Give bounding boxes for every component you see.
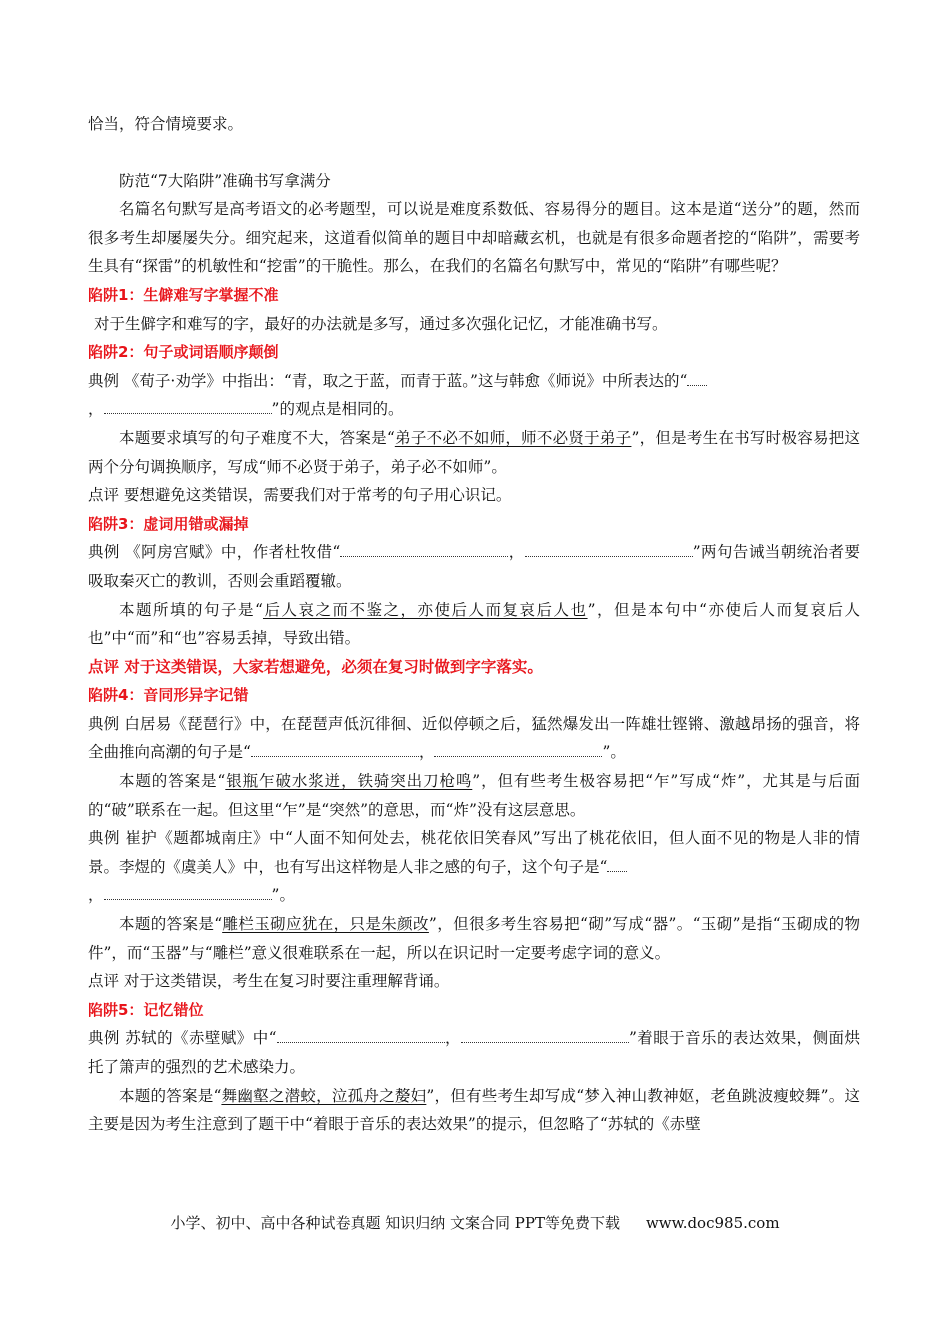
fill-blank-9[interactable] [277,1026,445,1043]
trap-2-comment: 点评 要想避免这类错误，需要我们对于常考的句子用心识记。 [88,486,512,505]
trap-5-example [88,1024,860,1081]
trap-5-answer [88,1082,860,1139]
carryover-line: 恰当，符合情境要求。 [88,115,244,133]
answer-prefix: 本题的答案是“ [119,772,226,791]
answer-prefix: 本题要求填写的句子难度不大，答案是“ [119,428,395,447]
fill-blank-4[interactable] [525,540,693,557]
trap-4-example-1-end: ”。 [602,743,626,762]
fill-blank-8[interactable] [104,883,272,900]
fill-blank-3[interactable] [340,540,508,557]
trap-4-answer-2 [88,910,860,967]
comma: ， [444,1029,461,1048]
trap-3-example-text: 典例 《阿房宫赋》中，作者杜牧借“ [88,543,341,562]
comma: ， [88,400,104,419]
footer-link[interactable]: www.doc985.com [645,1214,780,1232]
answer-suffix: ”，但是本句中“亦使后人而复哀后人也”中“而”和“也”容易丢掉，导致出错。 [88,600,860,648]
fill-blank-1[interactable] [687,369,707,386]
trap-3-answer [88,596,860,653]
answer-text: 弟子不必不如师，师不必贤于弟子 [394,428,632,447]
intro-paragraph: 名篇名句默写是高考语文的必考题型，可以说是难度系数低、容易得分的题目。这本是道“送分”的题，然而很多考生却屡屡失分。细究起来，这道看似简单的题目中却暗藏玄机，也就是有很多命题者挖的“陷阱”，需要考生具有“探雷”的机敏性和“挖雷”的干脆性。那么，在我们的名篇名句默写中，常见的“陷阱”有哪些呢？ [88,200,860,276]
fill-blank-7[interactable] [607,855,627,872]
trap-4-example-2-end: ”。 [271,886,295,905]
document-body [88,110,860,1139]
answer-text: 雕栏玉砌应犹在，只是朱颜改 [222,915,429,934]
trap-5-example-text: 典例 苏轼的《赤壁赋》中“ [88,1029,277,1048]
trap-3-heading: 陷阱3：虚词用错或漏掉 [88,514,249,533]
answer-text: 舞幽壑之潜蛟，泣孤舟之嫠妇 [221,1086,427,1105]
trap-4-answer-1 [88,767,860,824]
footer-text: 小学、初中、高中各种试卷真题 知识归纳 文案合同 PPT等免费下载 [170,1214,620,1232]
trap-4-example-1-text: 典例 白居易《琵琶行》中，在琵琶声低沉徘徊、近似停顿之后，猛然爆发出一阵雄壮铿锵、激越昂扬的强音，将全曲推向高潮的句子是“ [88,714,860,762]
answer-text: 后人哀之而不鉴之，亦使后人而复哀后人也 [262,600,588,619]
fill-blank-2[interactable] [104,397,272,414]
answer-suffix: ”，但很多考生容易把“砌”写成“器”。“玉砌”是指“玉砌成的物件”，而“玉器”与“雕栏”意义很难联系在一起，所以在识记时一定要考虑字词的意义。 [88,915,860,962]
answer-prefix: 本题所填的句子是“ [119,600,263,619]
answer-suffix: ”，但是考生在书写时极容易把这两个分句调换顺序，写成“师不必贤于弟子，弟子必不如师”。 [88,428,860,476]
answer-suffix: ”，但有些考生极容易把“乍”写成“炸”，尤其是与后面的“破”联系在一起。但这里“乍”是“突然”的意思，而“炸”没有这层意思。 [88,772,860,819]
trap-2-heading: 陷阱2：句子或词语顺序颠倒 [88,343,279,362]
answer-suffix: ”，但有些考生却写成“梦入神山教神妪，老鱼跳波瘦蛟舞”。这主要是因为考生注意到了题干中“着眼于音乐的表达效果”的提示，但忽略了“苏轼的《赤壁 [88,1086,860,1134]
trap-2-example [88,367,860,424]
fill-blank-10[interactable] [461,1026,629,1043]
section-title: 防范“7大陷阱”准确书写拿满分 [119,171,331,190]
trap-5-heading: 陷阱5：记忆错位 [88,1000,204,1019]
trap-2-example-text: 典例 《荀子·劝学》中指出：“青，取之于蓝，而青于蓝。”这与韩愈《师说》中所表达的“ [88,371,688,390]
trap-4-heading: 陷阱4：音同形异字记错 [88,686,249,705]
trap-3-comment: 点评 对于这类错误，大家若想避免，必须在复习时做到字字落实。 [88,656,543,676]
trap-4-example-1 [88,710,860,767]
trap-5-example-end: ”着眼于音乐的表达效果，侧面烘托了箫声的强烈的艺术感染力。 [88,1029,860,1076]
trap-2-example-end: ”的观点是相同的。 [271,400,404,419]
trap-2-answer [88,424,860,481]
comma: ， [508,543,525,562]
answer-prefix: 本题的答案是“ [119,915,223,934]
trap-4-example-2 [88,824,860,910]
trap-1-heading: 陷阱1：生僻难写字掌握不准 [88,285,279,304]
trap-3-example-end: ”两句告诫当朝统治者要吸取秦灭亡的教训，否则会重蹈覆辙。 [88,543,860,590]
trap-4-example-2-text: 典例 崔护《题都城南庄》中“人面不知何处去，桃花依旧笑春风”写出了桃花依旧，但人面不见的物是人非的情景。李煜的《虞美人》中，也有写出这样物是人非之感的句子，这个句子是“ [88,829,860,876]
trap-3-example [88,538,860,595]
answer-prefix: 本题的答案是“ [119,1086,222,1105]
trap-4-comment: 点评 对于这类错误，考生在复习时要注重理解背诵。 [88,972,450,991]
trap-1-body: 对于生僻字和难写的字，最好的办法就是多写，通过多次强化记忆，才能准确书写。 [94,314,668,333]
fill-blank-5[interactable] [251,740,419,757]
comma: ， [88,886,104,905]
answer-text: 银瓶乍破水浆迸，铁骑突出刀枪鸣 [225,772,473,791]
comma: ， [418,743,435,762]
page-footer [0,1212,950,1233]
fill-blank-6[interactable] [434,740,602,757]
